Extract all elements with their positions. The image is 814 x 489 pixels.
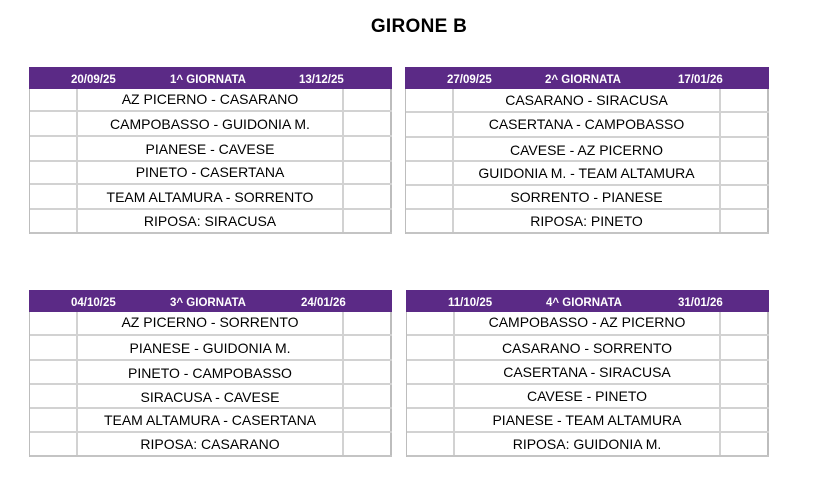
match-row [30, 385, 392, 409]
match-text: GUIDONIA M. - TEAM ALTAMURA [454, 162, 721, 184]
match-text: PIANESE - TEAM ALTAMURA [455, 409, 721, 431]
match-text: CAMPOBASSO - GUIDONIA M. [78, 112, 344, 135]
match-text: SORRENTO - PIANESE [454, 186, 721, 208]
match-text: PINETO - CASERTANA [78, 162, 344, 183]
match-text: CASARANO - SIRACUSA [454, 89, 721, 111]
match-row [407, 312, 769, 336]
match-row [407, 361, 769, 385]
match-row [30, 137, 392, 162]
match-row [30, 162, 392, 185]
match-text: PIANESE - GUIDONIA M. [78, 336, 344, 359]
match-row [30, 185, 392, 210]
match-row [407, 409, 769, 433]
match-row [407, 385, 769, 409]
round-card-2 [405, 67, 769, 234]
match-list [29, 89, 392, 234]
match-row [30, 89, 392, 112]
match-row [30, 312, 392, 336]
match-row [406, 186, 769, 210]
round-name: 3^ GIORNATA [170, 297, 246, 309]
match-text: CASARANO - SORRENTO [455, 336, 721, 359]
round-card-3 [29, 290, 392, 457]
match-row [407, 433, 769, 457]
match-text: CASERTANA - SIRACUSA [455, 361, 721, 383]
match-text: AZ PICERNO - CASARANO [78, 89, 344, 110]
match-row [406, 210, 769, 234]
match-text: TEAM ALTAMURA - CASERTANA [78, 409, 344, 431]
round-start-date: 27/09/25 [447, 74, 492, 86]
round-header [29, 290, 392, 312]
match-row [30, 112, 392, 137]
round-name: 4^ GIORNATA [546, 297, 622, 309]
round-return-date: 24/01/26 [301, 297, 346, 309]
match-row [30, 210, 392, 234]
match-list [406, 312, 769, 457]
match-text: RIPOSA: SIRACUSA [78, 210, 344, 232]
round-name: 1^ GIORNATA [170, 74, 246, 86]
match-row [406, 113, 769, 138]
round-name: 2^ GIORNATA [545, 74, 621, 86]
match-row [406, 89, 769, 113]
match-row [30, 409, 392, 433]
match-list [29, 312, 392, 457]
match-row [406, 138, 769, 162]
round-start-date: 20/09/25 [71, 74, 116, 86]
round-card-1 [29, 67, 392, 234]
round-return-date: 17/01/26 [678, 74, 723, 86]
match-text: TEAM ALTAMURA - SORRENTO [78, 185, 344, 208]
page-title: GIRONE B [370, 16, 468, 37]
round-return-date: 31/01/26 [678, 297, 723, 309]
match-row [407, 336, 769, 361]
round-start-date: 11/10/25 [448, 297, 493, 309]
round-header [406, 290, 769, 312]
match-text: CASERTANA - CAMPOBASSO [454, 113, 721, 136]
match-list [405, 89, 769, 234]
match-text: RIPOSA: GUIDONIA M. [455, 433, 721, 455]
round-card-4 [406, 290, 769, 457]
round-return-date: 13/12/25 [299, 74, 344, 86]
match-row [406, 162, 769, 186]
match-text: RIPOSA: PINETO [454, 210, 721, 232]
match-text: SIRACUSA - CAVESE [78, 385, 344, 407]
match-text: CAMPOBASSO - AZ PICERNO [455, 312, 721, 334]
match-text: PIANESE - CAVESE [78, 137, 344, 160]
match-row [30, 336, 392, 361]
round-header [405, 67, 769, 89]
match-text: AZ PICERNO - SORRENTO [78, 312, 344, 334]
match-row [30, 361, 392, 385]
match-text: RIPOSA: CASARANO [78, 433, 344, 455]
match-text: CAVESE - PINETO [455, 385, 721, 407]
match-text: CAVESE - AZ PICERNO [454, 138, 721, 160]
match-text: PINETO - CAMPOBASSO [78, 361, 344, 383]
match-row [30, 433, 392, 457]
round-start-date: 04/10/25 [71, 297, 116, 309]
round-header [29, 67, 392, 89]
